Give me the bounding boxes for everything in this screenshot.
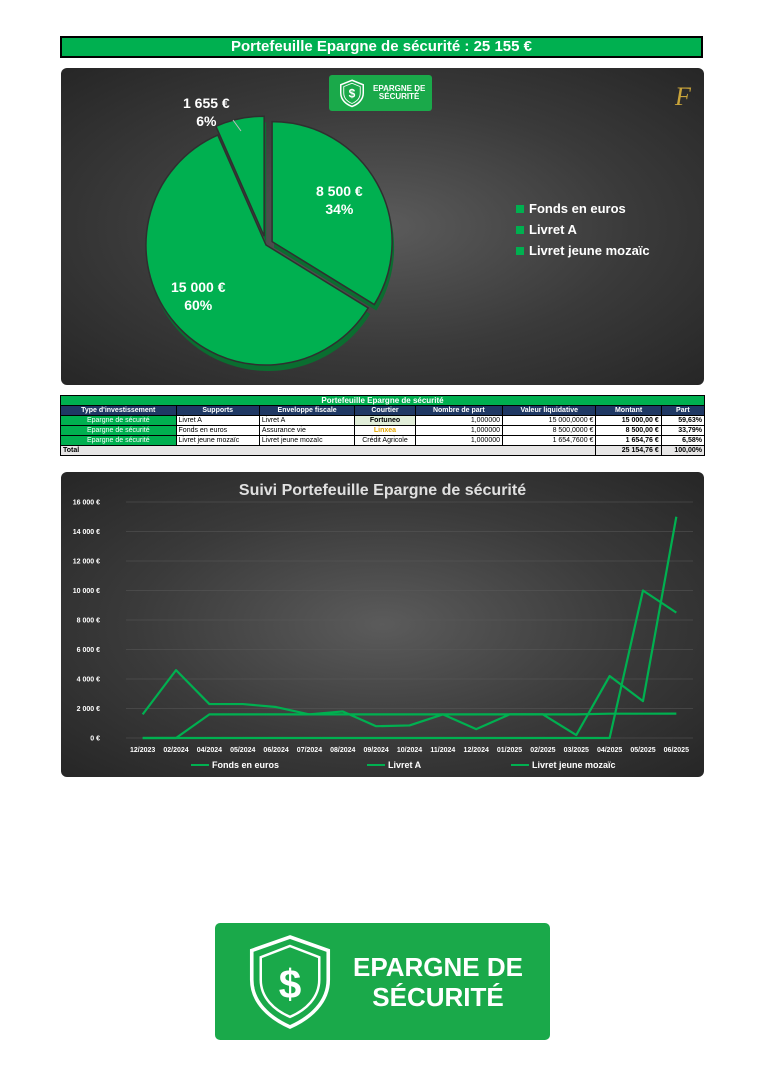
- table-title: Portefeuille Epargne de sécurité: [61, 396, 705, 406]
- cell-valeur: 1 654,7600 €: [503, 436, 596, 446]
- y-tick-label: 2 000 €: [76, 706, 100, 713]
- cell-valeur: 15 000,0000 €: [503, 416, 596, 426]
- x-tick-label: 12/2024: [463, 747, 489, 754]
- y-tick-label: 8 000 €: [76, 617, 100, 625]
- cell-support: Fonds en euros: [176, 426, 259, 436]
- x-tick-label: 12/2023: [130, 747, 156, 754]
- page-title: Portefeuille Epargne de sécurité : 25 155 €: [60, 36, 703, 58]
- table-row: [61, 426, 705, 436]
- x-tick-label: 04/2025: [596, 747, 623, 754]
- x-tick-label: 01/2025: [496, 747, 523, 754]
- pie-data-label-livret-a: 8 500 € 34%: [316, 183, 363, 217]
- y-tick-label: 6 000 €: [76, 647, 100, 654]
- x-tick-label: 10/2024: [396, 747, 423, 754]
- cell-part: 33,79%: [661, 426, 704, 436]
- cell-nombre: 1,000000: [415, 436, 502, 446]
- table-row: [61, 436, 705, 446]
- x-tick-label: 08/2024: [330, 747, 356, 754]
- cell-courtier: Fortuneo: [355, 416, 415, 426]
- total-part: 100,00%: [661, 446, 704, 456]
- x-tick-label: 05/2024: [230, 747, 256, 754]
- y-tick-label: 4 000 €: [76, 676, 100, 684]
- badge-large-line-2: SÉCURITÉ: [372, 981, 504, 1012]
- y-tick-label: 0 €: [90, 735, 100, 743]
- table-row: [61, 416, 705, 426]
- line-chart-panel: [61, 472, 704, 777]
- line-legend-fonds-euros: Fonds en euros: [191, 760, 279, 770]
- col-type: Type d'investissement: [61, 406, 177, 416]
- cell-valeur: 8 500,0000 €: [503, 426, 596, 436]
- legend-item-livret-jeune: Livret jeune mozaïc: [516, 240, 650, 261]
- pie-chart-panel: [61, 68, 704, 385]
- cell-courtier: Linxea: [355, 426, 415, 436]
- x-tick-label: 03/2025: [563, 747, 589, 754]
- y-tick-label: 14 000 €: [72, 529, 100, 536]
- x-tick-label: 09/2024: [363, 747, 389, 754]
- cell-support: Livret A: [176, 416, 259, 426]
- brand-logo: F: [675, 82, 691, 111]
- line-chart-title: Suivi Portefeuille Epargne de sécurité: [238, 482, 527, 499]
- total-label: Total: [61, 446, 596, 456]
- x-tick-label: 11/2024: [430, 747, 456, 754]
- series-line-fonds-en-euros: [143, 591, 677, 739]
- x-tick-label: 07/2024: [296, 747, 323, 754]
- badge-large-line-1: EPARGNE DE: [353, 951, 523, 982]
- col-part: Part: [661, 406, 704, 416]
- cell-support: Livret jeune mozaïc: [176, 436, 259, 446]
- x-tick-label: 02/2024: [163, 747, 189, 754]
- x-tick-label: 05/2025: [630, 747, 656, 754]
- cell-montant: 1 654,76 €: [596, 436, 661, 446]
- col-supports: Supports: [176, 406, 259, 416]
- badge-line-1: EPARGNE DE: [373, 83, 426, 93]
- legend-item-fonds-euros: Fonds en euros: [516, 198, 650, 219]
- table-total-row: [61, 446, 705, 456]
- y-tick-label: 10 000 €: [72, 588, 100, 595]
- col-montant: Montant: [596, 406, 661, 416]
- pie-data-label-livret-jeune: 1 655 € 6%: [183, 95, 230, 129]
- cell-nombre: 1,000000: [415, 416, 502, 426]
- line-legend-livret-a: Livret A: [367, 760, 421, 770]
- col-valeur: Valeur liquidative: [503, 406, 596, 416]
- legend-item-livret-a: Livret A: [516, 219, 650, 240]
- col-enveloppe: Enveloppe fiscale: [259, 406, 354, 416]
- shield-dollar-icon: [245, 932, 335, 1032]
- line-legend-livret-jeune: Livret jeune mozaïc: [511, 760, 616, 770]
- cell-enveloppe: Assurance vie: [259, 426, 354, 436]
- total-montant: 25 154,76 €: [596, 446, 661, 456]
- line-chart: [61, 472, 704, 762]
- cell-type: Epargne de sécurité: [61, 426, 177, 436]
- pie-data-label-fonds-euros: 15 000 € 60%: [171, 279, 226, 313]
- badge-line-2: SÉCURITÉ: [378, 92, 420, 101]
- y-tick-label: 16 000 €: [72, 499, 100, 507]
- svg-text:$: $: [348, 86, 356, 101]
- series-line-livret-a: [143, 517, 677, 735]
- x-tick-label: 04/2024: [196, 747, 223, 754]
- cell-enveloppe: Livret A: [259, 416, 354, 426]
- col-nombre: Nombre de part: [415, 406, 502, 416]
- x-tick-label: 06/2025: [663, 747, 689, 754]
- col-courtier: Courtier: [355, 406, 415, 416]
- cell-montant: 8 500,00 €: [596, 426, 661, 436]
- cell-type: Epargne de sécurité: [61, 416, 177, 426]
- cell-part: 59,63%: [661, 416, 704, 426]
- cell-enveloppe: Livret jeune mozaïc: [259, 436, 354, 446]
- svg-text:$: $: [278, 960, 302, 1007]
- portfolio-table: [60, 395, 705, 456]
- y-tick-label: 12 000 €: [72, 558, 100, 566]
- table-header-row: [61, 406, 705, 416]
- x-tick-label: 02/2025: [530, 747, 556, 754]
- x-tick-label: 06/2024: [263, 747, 289, 754]
- savings-badge-large: [215, 923, 550, 1040]
- pie-legend: [516, 198, 650, 261]
- cell-montant: 15 000,00 €: [596, 416, 661, 426]
- cell-nombre: 1,000000: [415, 426, 502, 436]
- cell-type: Epargne de sécurité: [61, 436, 177, 446]
- cell-courtier: Crédit Agricole: [355, 436, 415, 446]
- cell-part: 6,58%: [661, 436, 704, 446]
